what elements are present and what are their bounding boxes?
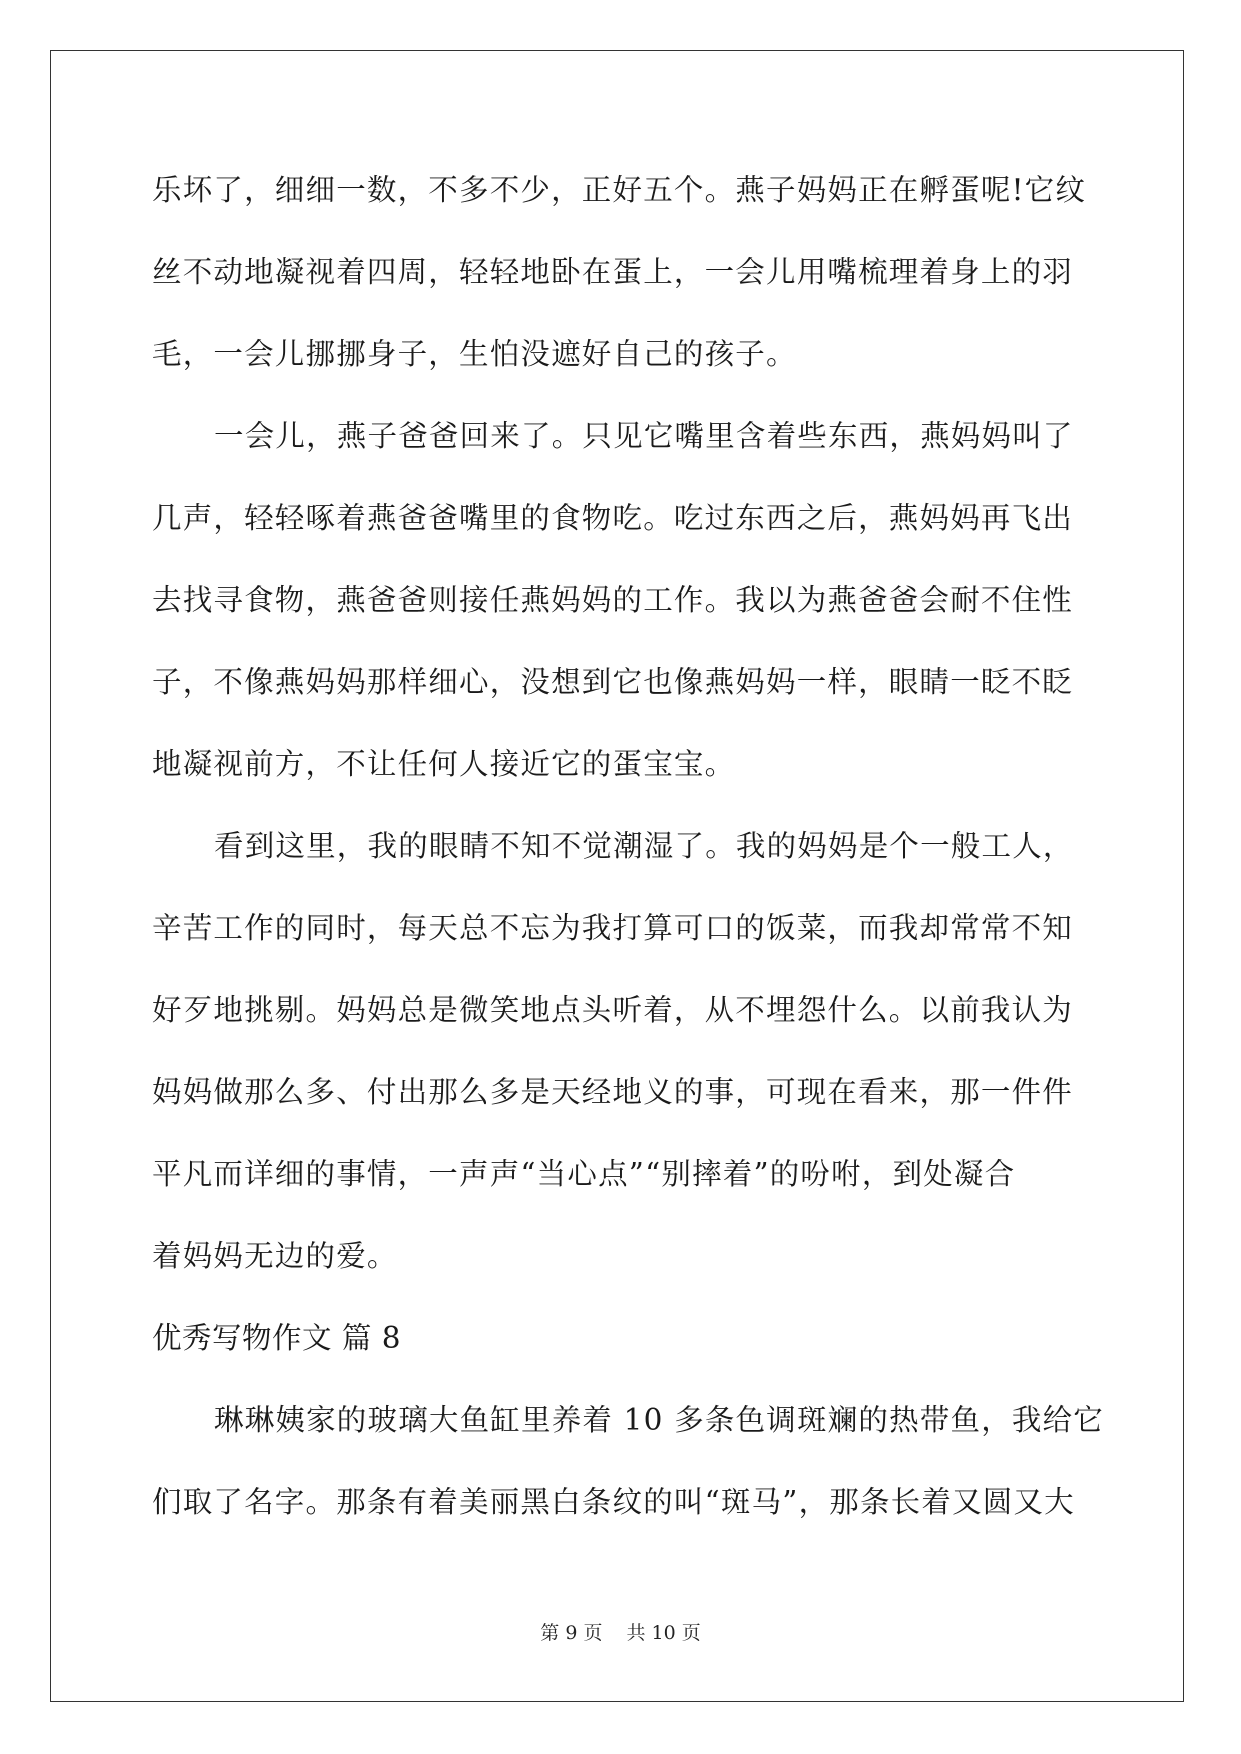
- page-number: 第 9 页: [540, 1622, 603, 1644]
- section-heading: 优秀写物作文 篇 8: [152, 1321, 402, 1355]
- text-line: 毛，一会儿挪挪身子，生怕没遮好自己的孩子。: [152, 337, 797, 371]
- text-line: 琳琳姨家的玻璃大鱼缸里养着 10 多条色调斑斓的热带鱼，我给它: [214, 1403, 1104, 1437]
- document-body: [152, 160, 1104, 1554]
- text-line: 好歹地挑剔。妈妈总是微笑地点头听着，从不埋怨什么。以前我认为: [152, 993, 1074, 1027]
- page-footer: [0, 1618, 1241, 1645]
- page-total: 共 10 页: [626, 1622, 701, 1644]
- text-line: 辛苦工作的同时，每天总不忘为我打算可口的饭菜，而我却常常不知: [152, 911, 1074, 945]
- text-line: 看到这里，我的眼睛不知不觉潮湿了。我的妈妈是个一般工人，: [214, 829, 1074, 863]
- text-line: 乐坏了，细细一数，不多不少，正好五个。燕子妈妈正在孵蛋呢!它纹: [152, 173, 1087, 207]
- text-line: 着妈妈无边的爱。: [152, 1239, 398, 1273]
- text-line: 去找寻食物，燕爸爸则接任燕妈妈的工作。我以为燕爸爸会耐不住性: [152, 583, 1074, 617]
- text-line: 一会儿，燕子爸爸回来了。只见它嘴里含着些东西，燕妈妈叫了: [214, 419, 1074, 453]
- text-line: 丝不动地凝视着四周，轻轻地卧在蛋上，一会儿用嘴梳理着身上的羽: [152, 255, 1074, 289]
- text-line: 地凝视前方，不让任何人接近它的蛋宝宝。: [152, 747, 736, 781]
- text-line: 几声，轻轻啄着燕爸爸嘴里的食物吃。吃过东西之后，燕妈妈再飞出: [152, 501, 1074, 535]
- text-line: 们取了名字。那条有着美丽黑白条纹的叫“斑马”，那条长着又圆又大: [152, 1485, 1075, 1519]
- text-line: 平凡而详细的事情，一声声“当心点”“别摔着”的吩咐，到处凝合: [152, 1157, 1016, 1191]
- text-line: 子，不像燕妈妈那样细心，没想到它也像燕妈妈一样，眼睛一眨不眨: [152, 665, 1074, 699]
- text-line: 妈妈做那么多、付出那么多是天经地义的事，可现在看来，那一件件: [152, 1075, 1074, 1109]
